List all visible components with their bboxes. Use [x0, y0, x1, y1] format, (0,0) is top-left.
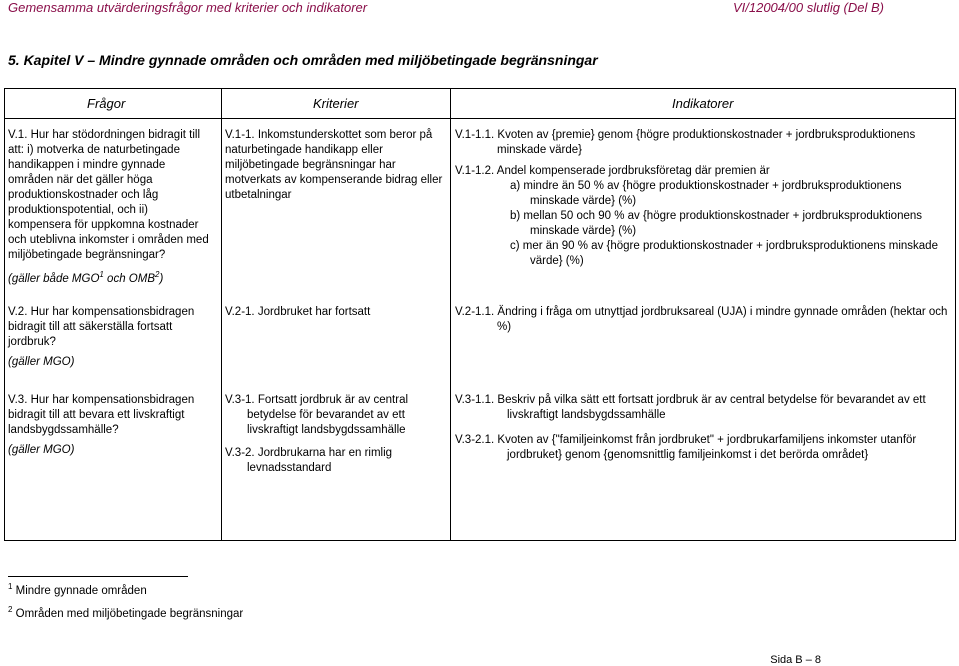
- question-v3-text: V.3. Hur har kompensationsbidragen bidragit till att bevara ett livskraftigt landsbygdssamhälle?: [8, 394, 195, 436]
- table-divider-2: [450, 88, 451, 541]
- indicator-v1-1-2-a: a) mindre än 50 % av {högre produktionskostnader + jordbruksproduktionens minskade värde} (%): [510, 180, 902, 207]
- criterion-v1-1: [225, 128, 445, 203]
- footnote-separator: [8, 576, 188, 577]
- indicator-v2-1-1: V.2-1.1. Ändring i fråga om utnyttjad jordbruksareal (UJA) i mindre gynnade områden (hektar och %): [455, 306, 948, 333]
- footnote-2-text: Områden med miljöbetingade begränsningar: [15, 608, 244, 620]
- question-v2-text: V.2. Hur har kompensationsbidragen bidragit till att säkerställa fortsatt jordbruk?: [8, 306, 195, 348]
- question-v1-scope: (gäller både MGO$^1$ och OMB$^2$): [8, 270, 164, 285]
- indicator-v1-1-1: V.1-1.1. Kvoten av {premie} genom {högre produktionskostnader + jordbruksproduktionens minskade värde}: [455, 129, 916, 156]
- document-header-left: Gemensamma utvärderingsfrågor med kriterier och indikatorer: [8, 0, 368, 15]
- criterion-v3-1: V.3-1. Fortsatt jordbruk är av central betydelse för bevarandet av ett livskraftigt landsbygdssamhälle: [225, 394, 409, 436]
- column-header-questions: Frågor: [87, 96, 126, 111]
- indicator-v1: [455, 128, 950, 269]
- document-header-right: VI/12004/00 slutlig (Del B): [732, 0, 884, 15]
- footnote-2: [8, 607, 243, 622]
- criterion-v1-1-text: V.1-1. Inkomstunderskottet som beror på naturbetingade handikapp eller miljöbetingade begränsningar har motverkats av kompenserande bidrag eller utbetalningar: [225, 129, 443, 201]
- table-header-border: [4, 118, 956, 119]
- table-top-border: [4, 88, 956, 89]
- page-number: Sida B – 8: [770, 654, 821, 666]
- indicator-v3-1-1: V.3-1.1. Beskriv på vilka sätt ett fortsatt jordbruk är av central betydelse för bevarandet av ett livskraftigt landsbygdssamhälle: [455, 394, 926, 421]
- footnote-1-text: Mindre gynnade områden: [15, 585, 147, 597]
- indicator-v1-1-2-b: b) mellan 50 och 90 % av {högre produktionskostnader + jordbruksproduktionens minskade värde} (%): [510, 210, 923, 237]
- column-header-indicators: Indikatorer: [672, 96, 734, 111]
- scope-text-2: och OMB: [103, 273, 155, 285]
- table-right-border: [955, 88, 956, 541]
- indicator-v1-1-2-c: c) mer än 90 % av {högre produktionskostnader + jordbruksproduktionens minskade värde} (%): [510, 240, 938, 267]
- scope-text: (gäller både MGO: [8, 273, 100, 285]
- footnote-1-number: 1: [8, 582, 13, 592]
- column-header-criteria: Kriterier: [313, 96, 359, 111]
- question-v1-text: V.1. Hur har stödordningen bidragit till att: i) motverka de naturbetingade handikappen i mindre gynnade områden när det gäller höga produktionskostnader och låg produktionspotential, och ii) kompensera för uppkomna kostnader och uteblivna inkomster i områden med miljöbetingade begränsningar?: [8, 129, 209, 261]
- footnote-2-number: 2: [8, 605, 13, 615]
- footnote-ref-2: 2: [155, 270, 160, 280]
- chapter-title: 5. Kapitel V – Mindre gynnade områden och områden med miljöbetingade begränsningar: [8, 52, 598, 68]
- question-v2-scope: (gäller MGO): [8, 356, 75, 368]
- question-v1: [8, 128, 213, 287]
- footnote-1: [8, 584, 147, 599]
- table-left-border: [4, 88, 5, 541]
- table-divider-1: [221, 88, 222, 541]
- criterion-v3: [225, 393, 445, 476]
- question-v3-scope: (gäller MGO): [8, 444, 75, 456]
- table-bottom-border: [4, 540, 956, 541]
- question-v3: [8, 393, 213, 458]
- indicator-v1-1-2: V.1-1.2. Andel kompenserade jordbruksföretag där premien är: [455, 165, 770, 177]
- criterion-v2-1: V.2-1. Jordbruket har fortsatt: [225, 306, 371, 318]
- indicator-v3-2-1: V.3-2.1. Kvoten av {"familjeinkomst från jordbruket" + jordbrukarfamiljens inkomster utanför jordbruket} genom {genomsnittlig familjeinkomst i det berörda området}: [455, 434, 917, 461]
- indicator-v3: [455, 393, 950, 463]
- footnote-ref-1: 1: [99, 270, 104, 280]
- criterion-v3-2: V.3-2. Jordbrukarna har en rimlig levnadsstandard: [225, 447, 393, 474]
- question-v2: [8, 305, 213, 370]
